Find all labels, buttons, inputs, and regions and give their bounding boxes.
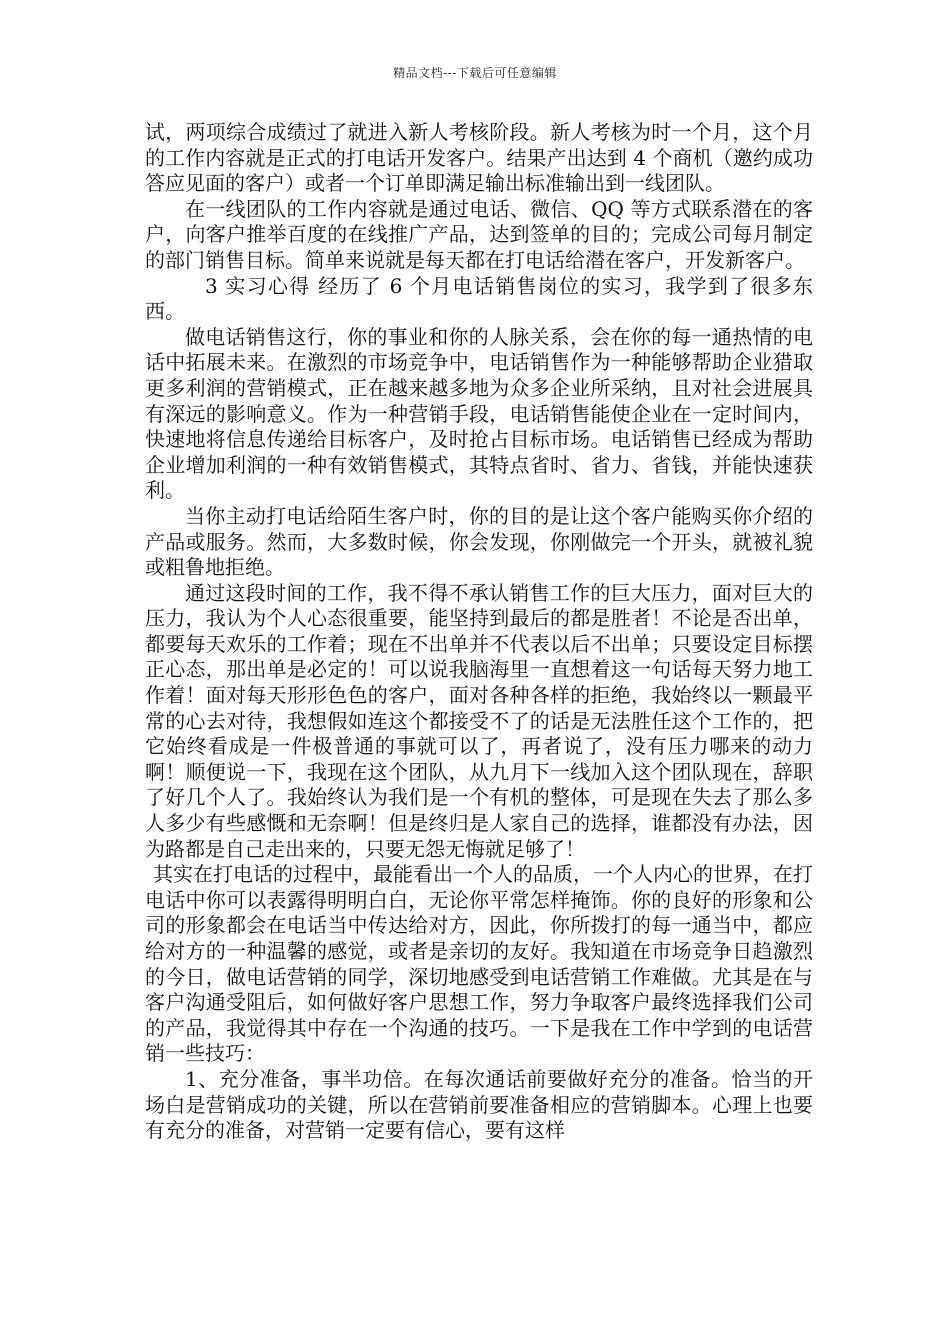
paragraph-frontline-team-work: 在一线团队的工作内容就是通过电话、微信、QQ 等方式联系潜在的客户，向客户推举百度的在线推广产品，达到签单的目的；完成公司每月制定的部门销售目标。简单来说就是每天都在打电话给潜在客户，开发新客户。 [145,196,813,272]
page-header: 精品文档---下载后可任意编辑 [393,66,557,80]
document-body [145,120,813,1144]
paragraph-new-hire-assessment: 试，两项综合成绩过了就进入新人考核阶段。新人考核为时一个月，这个月的工作内容就是正式的打电话开发客户。结果产出达到 4 个商机（邀约成功答应见面的客户）或者一个订单即满足输出标准输出到一线团队。 [145,120,813,196]
paragraph-cold-call-rejection: 当你主动打电话给陌生客户时，你的目的是让这个客户能购买你介绍的产品或服务。然而，大多数时候，你会发现，你刚做完一个开头，就被礼貌或粗鲁地拒绝。 [145,503,813,580]
paragraph-telesales-value: 做电话销售这行，你的事业和你的人脉关系，会在你的每一通热情的电话中拓展未来。在激烈的市场竞争中，电话销售作为一种能够帮助企业猎取更多利润的营销模式，正在越来越多地为众多企业所采纳，且对社会进展具有深远的影响意义。作为一种营销手段，电话销售能使企业在一定时间内，快速地将信息传递给目标客户，及时抢占目标市场。电话销售已经成为帮助企业增加利润的一种有效销售模式，其特点省时、省力、省钱，并能快速获利。 [145,324,813,503]
paragraph-work-pressure: 通过这段时间的工作，我不得不承认销售工作的巨大压力，面对巨大的压力，我认为个人心态很重要，能坚持到最后的都是胜者！不论是否出单，都要每天欢乐的工作着；现在不出单并不代表以后不出单；只要设定目标摆正心态，那出单是必定的！可以说我脑海里一直想着这一句话每天努力地工作着！面对每天形形色色的客户，面对各种各样的拒绝，我始终以一颗最平常的心去对待，我想假如连这个都接受不了的话是无法胜任这个工作的，把它始终看成是一件极普通的事就可以了，再者说了，没有压力哪来的动力啊！顺便说一下，我现在这个团队，从九月下一线加入这个团队现在，辞职了好几个人了。我始终认为我们是一个有机的整体，可是现在失去了那么多人多少有些感慨和无奈啊！但是终归是人家自己的选择，谁都没有办法，因为路都是自己走出来的，只要无怨无悔就足够了！ [145,580,813,861]
paragraph-tip-preparation: 1、充分准备，事半功倍。在每次通话前要做好充分的准备。恰当的开场白是营销成功的关键，所以在营销前要准备相应的营销脚本。心理上也要有充分的准备，对营销一定要有信心，要有这样 [145,1066,813,1143]
paragraph-internship-reflection-heading: 3 实习心得 经历了 6 个月电话销售岗位的实习，我学到了很多东西。 [145,273,813,324]
paragraph-phone-character: 其实在打电话的过程中，最能看出一个人的品质，一个人内心的世界，在打电话中你可以表露得明明白白，无论你平常怎样掩饰。你的良好的形象和公司的形象都会在电话当中传达给对方，因此，你所拨打的每一通当中，都应给对方的一种温馨的感觉，或者是亲切的友好。我知道在市场竞争日趋激烈的今日，做电话营销的同学，深切地感受到电话营销工作难做。尤其是在与客户沟通受阻后，如何做好客户思想工作，努力争取客户最终选择我们公司的产品，我觉得其中存在一个沟通的技巧。一下是我在工作中学到的电话营销一些技巧： [145,862,813,1066]
